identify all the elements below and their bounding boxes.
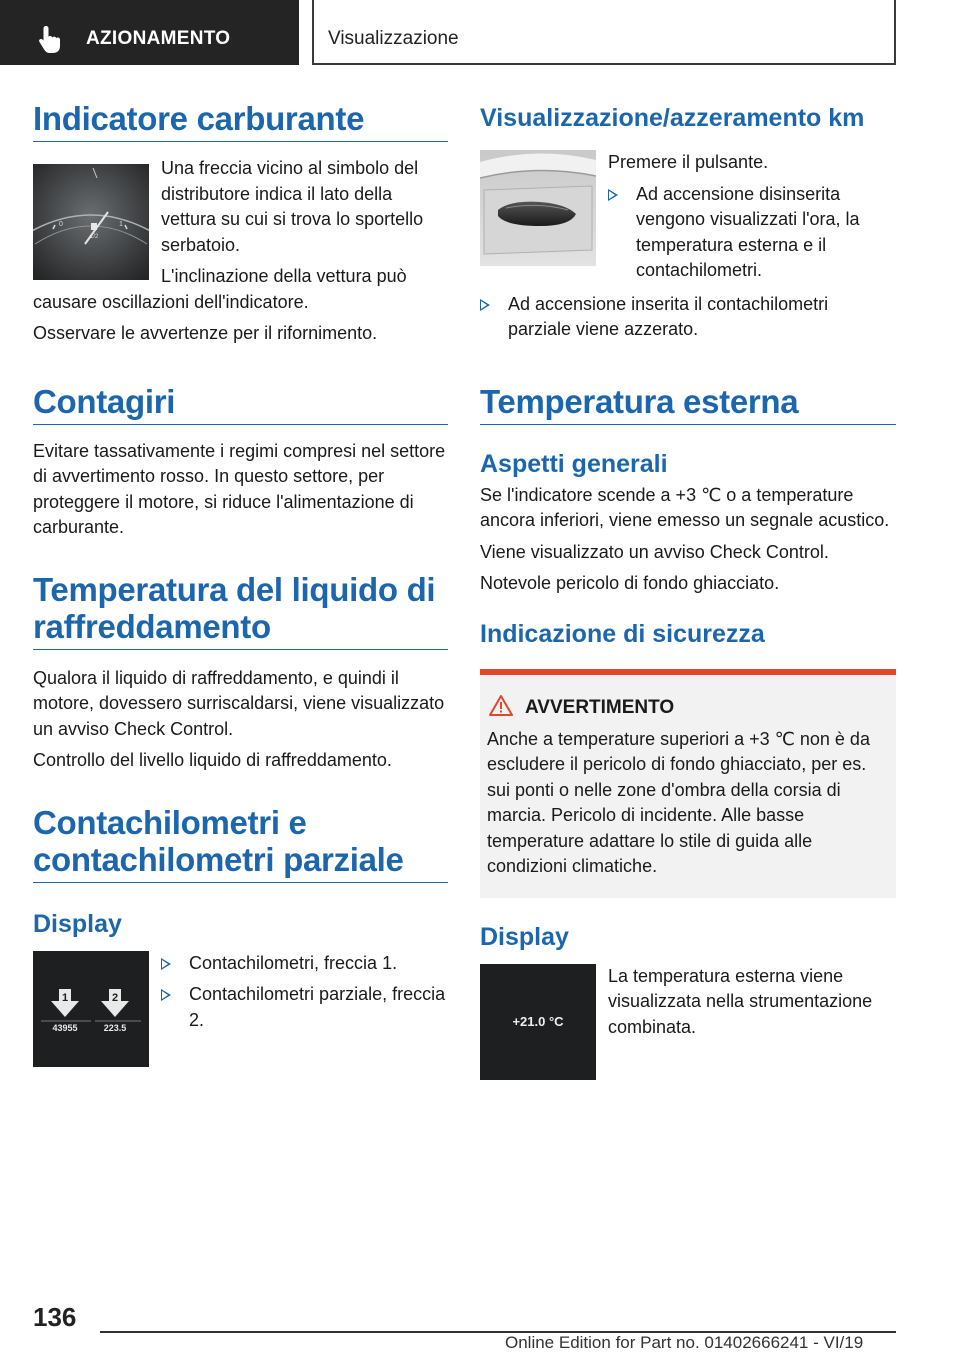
temp-display-value: +21.0 °C <box>512 1013 564 1029</box>
right-column <box>480 100 896 1084</box>
temp-display-image <box>480 964 596 1080</box>
reset-text: Premere il pulsante. <box>608 152 769 172</box>
odometer-fig-num-1: 1 <box>61 991 69 1004</box>
odometer-display-image <box>33 951 149 1067</box>
reset-button-image <box>480 150 596 266</box>
bullet-triangle-icon <box>608 189 618 201</box>
bullet-triangle-icon <box>480 299 490 311</box>
odometer-fig-num-2: 2 <box>111 991 119 1004</box>
gauge-label-half: 1/2 <box>90 234 99 240</box>
page-number: 136 <box>33 1302 77 1332</box>
gauge-label-full: 1 <box>119 221 123 228</box>
rpm-heading: Contagiri <box>33 383 448 425</box>
header-section-tab <box>0 0 299 65</box>
list-item: Ad accensione disinserita vengono visualizzati l'ora, la temperatura esterna e il contachilometri. <box>608 182 896 284</box>
fuel-gauge-image <box>33 164 149 280</box>
header-page-tab <box>312 0 896 65</box>
list-item: Ad accensione inserita il contachilometri parziale viene azzerato. <box>480 292 896 343</box>
temp-text-1: Se l'indicatore scende a +3 ℃ o a temperature ancora inferiori, viene emesso un segnale acustico. <box>480 484 890 530</box>
reset-heading: Visualizzazione/azzeramento km <box>480 104 865 132</box>
warning-title-row <box>487 695 889 721</box>
fuel-text-3: Osservare le avvertenze per il rifornimento. <box>33 323 378 343</box>
fuel-text-2: L'inclinazione della vettura può causare oscillazioni dell'indicatore. <box>33 266 407 312</box>
hand-pointer-icon <box>38 24 64 54</box>
temp-text-3: Notevole pericolo di fondo ghiacciato. <box>480 573 780 593</box>
fuel-text-1: Una freccia vicino al simbolo del distributore indica il lato della vettura su cui si trova lo sportello serbatoio. <box>161 158 424 255</box>
bullet-triangle-icon <box>161 989 171 1001</box>
odometer-display-heading: Display <box>33 909 122 938</box>
warning-triangle-icon <box>489 695 513 716</box>
general-heading: Aspetti generali <box>480 449 668 478</box>
temp-display-text: La temperatura esterna viene visualizzata nella strumentazione combinata. <box>608 965 873 1037</box>
warning-box <box>480 669 896 898</box>
odometer-trip-value: 223.5 <box>103 1022 127 1033</box>
header-section-label: AZIONAMENTO <box>86 28 231 49</box>
temp-display-heading: Display <box>480 922 569 951</box>
safety-heading: Indicazione di sicurezza <box>480 619 765 648</box>
temp-text-2: Viene visualizzato un avviso Check Control. <box>480 541 829 562</box>
odometer-total-value: 43955 <box>52 1022 78 1033</box>
left-column <box>33 100 448 1071</box>
header-page-title: Visualizzazione <box>328 28 459 49</box>
list-item: Contachilometri parziale, freccia 2. <box>161 982 448 1033</box>
footer-edition: Online Edition for Part no. 01402666241 - VI/19 <box>505 1333 864 1352</box>
bullet-triangle-icon <box>161 958 171 970</box>
rpm-text: Evitare tassativamente i regimi compresi nel settore di avvertimento rosso. In questo settore, per proteggere il motore, si riduce l'alimentazione di carburante. <box>33 440 446 537</box>
fuel-heading: Indicatore carburante <box>33 100 448 142</box>
list-item: Contachilometri, freccia 1. <box>161 951 448 977</box>
warning-title: AVVERTIMENTO <box>525 696 675 718</box>
gauge-label-zero: 0 <box>59 221 63 228</box>
warning-text: Anche a temperature superiori a +3 ℃ non è da escludere il pericolo di fondo ghiacciato, per es. sui ponti o nelle zone d'ombra della corsia di marcia. Pericolo di incidente. Alle basse temperature adattare lo stile di guida alle condizioni climatiche. <box>487 728 870 876</box>
odometer-heading: Contachilometri e contachilometri parziale <box>33 804 448 883</box>
coolant-text-1: Qualora il liquido di raffreddamento, e quindi il motore, dovessero surriscaldarsi, viene visualizzato un avviso Check Control. <box>33 667 445 739</box>
coolant-heading: Temperatura del liquido di raffreddamento <box>33 571 448 650</box>
coolant-text-2: Controllo del livello liquido di raffreddamento. <box>33 750 392 770</box>
outside-temp-heading: Temperatura esterna <box>480 383 896 425</box>
